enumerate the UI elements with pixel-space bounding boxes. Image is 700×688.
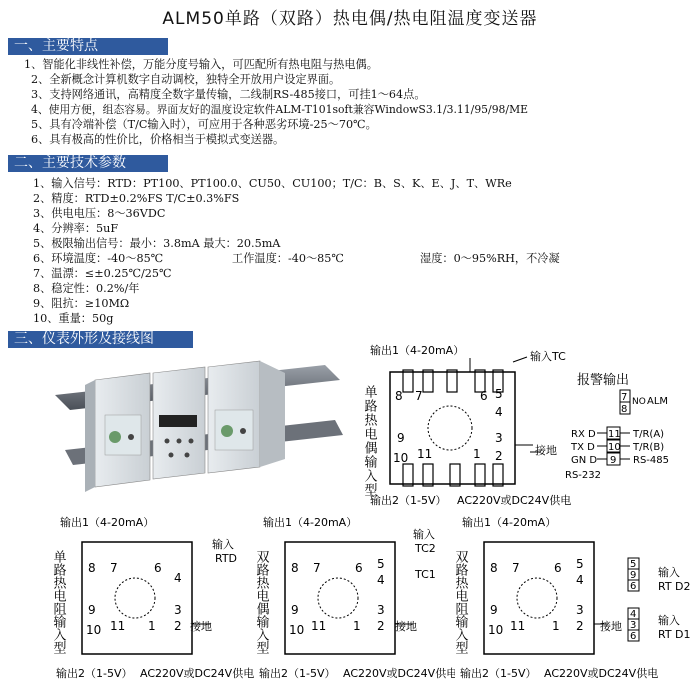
rxd-label: RX D [571, 429, 596, 440]
svg-text:3: 3 [576, 603, 584, 617]
svg-text:9: 9 [291, 603, 299, 617]
svg-text:6: 6 [154, 561, 162, 575]
svg-text:3: 3 [174, 603, 182, 617]
bm-tc1-label: TC1 [415, 568, 436, 581]
svg-text:11: 11 [510, 619, 526, 633]
spec-line-7: 7、温漂：≤±0.25℃/25℃ [33, 267, 172, 280]
svg-text:2: 2 [576, 619, 584, 633]
top-pin-7: 7 [415, 389, 423, 403]
alarm-alm-label: ALM [647, 396, 669, 407]
svg-text:11: 11 [311, 619, 327, 633]
top-pin-4: 4 [495, 405, 503, 419]
bm-ground-label: 接地 [395, 620, 417, 633]
wiring-diagram-dual-tc [255, 512, 455, 684]
section-header-diagrams: 三、仪表外形及接线图 [8, 331, 193, 348]
spec-line-4: 4、分辨率：5uF [33, 222, 119, 235]
top-ground-label: 接地 [535, 444, 557, 457]
bm-out2-label: 输出2（1-5V） [259, 667, 336, 680]
feature-line-6: 6、具有极高的性价比，价格相当于模拟式变送器。 [31, 133, 285, 146]
spec-line-3: 3、供电电压：8～36VDC [33, 207, 166, 220]
svg-text:8: 8 [291, 561, 299, 575]
svg-text:10: 10 [86, 623, 102, 637]
top-pin-2: 2 [495, 449, 503, 463]
svg-text:2: 2 [174, 619, 182, 633]
br-rtd1-label: RT D1 [658, 628, 691, 641]
svg-text:11: 11 [110, 619, 126, 633]
section-header-specs: 二、主要技术参数 [8, 155, 168, 172]
bl-in-label: 输入 [212, 538, 234, 551]
bl-out2-label: 输出2（1-5V） [56, 667, 133, 680]
bm-tc2-label: TC2 [415, 542, 436, 555]
top-in-tc-label: 输入TC [530, 350, 566, 363]
alarm-pin-7: 7 [621, 392, 628, 403]
svg-text:5: 5 [630, 559, 637, 570]
top-out1-label: 输出1（4-20mA） [370, 344, 465, 357]
br-out2-label: 输出2（1-5V） [460, 667, 537, 680]
br-ground-label: 接地 [600, 620, 622, 633]
svg-text:4: 4 [377, 573, 385, 587]
svg-text:7: 7 [512, 561, 520, 575]
svg-text:4: 4 [630, 609, 637, 620]
alarm-title: 报警输出 [577, 373, 630, 388]
comm-pin-10: 10 [608, 442, 621, 453]
top-pin-1: 1 [473, 447, 481, 461]
wiring-diagram-dual-rtd [450, 512, 700, 684]
svg-text:8: 8 [490, 561, 498, 575]
spec-line-1: 1、输入信号：RTD：PT100、PT100.0、CU50、CU100；T/C：B、S、K、E、J、T、WRe [33, 177, 512, 190]
feature-line-2: 2、全新概念计算机数字自动调校，独特全开放用户设定界面。 [31, 73, 341, 86]
feature-line-5: 5、具有冷端补偿（T/C输入时），可应用于各种恶劣环境-25～70℃。 [31, 118, 377, 131]
spec-line-10: 10、重量：50g [33, 312, 114, 325]
bm-in-label: 输入 [413, 528, 435, 541]
svg-text:6: 6 [554, 561, 562, 575]
bl-power-label: AC220V或DC24V供电 [140, 667, 255, 680]
bm-out1-label: 输出1（4-20mA） [263, 516, 358, 529]
svg-text:5: 5 [377, 557, 385, 571]
svg-text:4: 4 [576, 573, 584, 587]
svg-text:7: 7 [110, 561, 118, 575]
bl-vertical-label: 单路热电阻输入型 [50, 550, 66, 654]
top-pin-6: 6 [480, 389, 488, 403]
alarm-no-label: NO [632, 397, 646, 407]
section-header-features: 一、主要特点 [8, 38, 168, 55]
tra-label: T/R(A) [633, 429, 665, 440]
svg-text:2: 2 [377, 619, 385, 633]
svg-text:9: 9 [630, 570, 637, 581]
bm-power-label: AC220V或DC24V供电 [343, 667, 455, 680]
product-photo [55, 355, 345, 500]
top-pin-10: 10 [393, 451, 409, 465]
comm-pin-9: 9 [610, 455, 617, 466]
page-title: ALM50单路（双路）热电偶/热电阻温度变送器 [162, 9, 538, 29]
svg-text:1: 1 [148, 619, 156, 633]
br-in1-label: 输入 [658, 614, 680, 627]
svg-text:9: 9 [490, 603, 498, 617]
wiring-diagram-single-rtd [50, 512, 260, 684]
top-pin-9: 9 [397, 431, 405, 445]
svg-text:3: 3 [377, 603, 385, 617]
svg-text:7: 7 [313, 561, 321, 575]
svg-text:8: 8 [88, 561, 96, 575]
alarm-pin-8: 8 [621, 404, 628, 415]
spec-line-8: 8、稳定性：0.2%/年 [33, 282, 140, 295]
svg-text:3: 3 [630, 620, 637, 631]
spec-line-5: 5、极限输出信号：最小：3.8mA 最大：20.5mA [33, 237, 281, 250]
top-pin-8: 8 [395, 389, 403, 403]
feature-line-1: 1、智能化非线性补偿，万能分度号输入，可匹配所有热电阻与热电偶。 [24, 58, 378, 71]
bl-out1-label: 输出1（4-20mA） [60, 516, 155, 529]
bl-rtd-label: RTD [215, 552, 238, 565]
svg-text:6: 6 [355, 561, 363, 575]
top-power-label: AC220V或DC24V供电 [457, 494, 572, 507]
spec-line-2: 2、精度：RTD±0.2%FS T/C±0.3%FS [33, 192, 240, 205]
svg-text:9: 9 [88, 603, 96, 617]
spec-line-6-work-temp: 工作温度：-40～85℃ [232, 252, 344, 265]
comm-pin-11: 11 [608, 429, 621, 440]
trb-label: T/R(B) [633, 442, 665, 453]
br-power-label: AC220V或DC24V供电 [544, 667, 659, 680]
svg-text:10: 10 [289, 623, 305, 637]
top-pin-5: 5 [495, 387, 503, 401]
bm-vertical-label: 双路热电偶输入型 [255, 550, 269, 654]
txd-label: TX D [571, 442, 595, 453]
feature-line-4: 4、使用方便，组态容易。界面友好的温度设定软件ALM-T101soft兼容WindowS3.1/3.11/95/98/ME [31, 103, 529, 116]
rs485-label: RS-485 [633, 455, 669, 466]
spec-line-6: 6、环境温度：-40～85℃ [33, 252, 164, 265]
br-in2-label: 输入 [658, 566, 680, 579]
svg-text:10: 10 [488, 623, 504, 637]
svg-text:4: 4 [174, 571, 182, 585]
gnd-label: GN D [571, 455, 598, 466]
svg-text:6: 6 [630, 631, 637, 642]
br-out1-label: 输出1（4-20mA） [462, 516, 557, 529]
svg-text:1: 1 [552, 619, 560, 633]
bl-ground-label: 接地 [190, 620, 212, 633]
top-pin-11: 11 [417, 447, 433, 461]
top-pin-3: 3 [495, 431, 503, 445]
br-vertical-label: 双路热电阻输入型 [452, 550, 468, 654]
spec-line-9: 9、阻抗：≥10MΩ [33, 297, 130, 310]
spec-line-6-humidity: 湿度：0～95%RH，不冷凝 [420, 252, 560, 265]
rs232-label: RS-232 [565, 470, 601, 481]
top-out2-label: 输出2（1-5V） [370, 494, 447, 507]
br-rtd2-label: RT D2 [658, 580, 691, 593]
wiring-diagram-single-tc [355, 340, 700, 515]
svg-text:5: 5 [576, 557, 584, 571]
svg-text:6: 6 [630, 581, 637, 592]
svg-text:1: 1 [353, 619, 361, 633]
feature-line-3: 3、支持网络通讯，高精度全数字量传输，二线制RS-485接口，可挂1～64点。 [31, 88, 426, 101]
top-vertical-label: 单路热电偶输入型 [361, 385, 377, 497]
